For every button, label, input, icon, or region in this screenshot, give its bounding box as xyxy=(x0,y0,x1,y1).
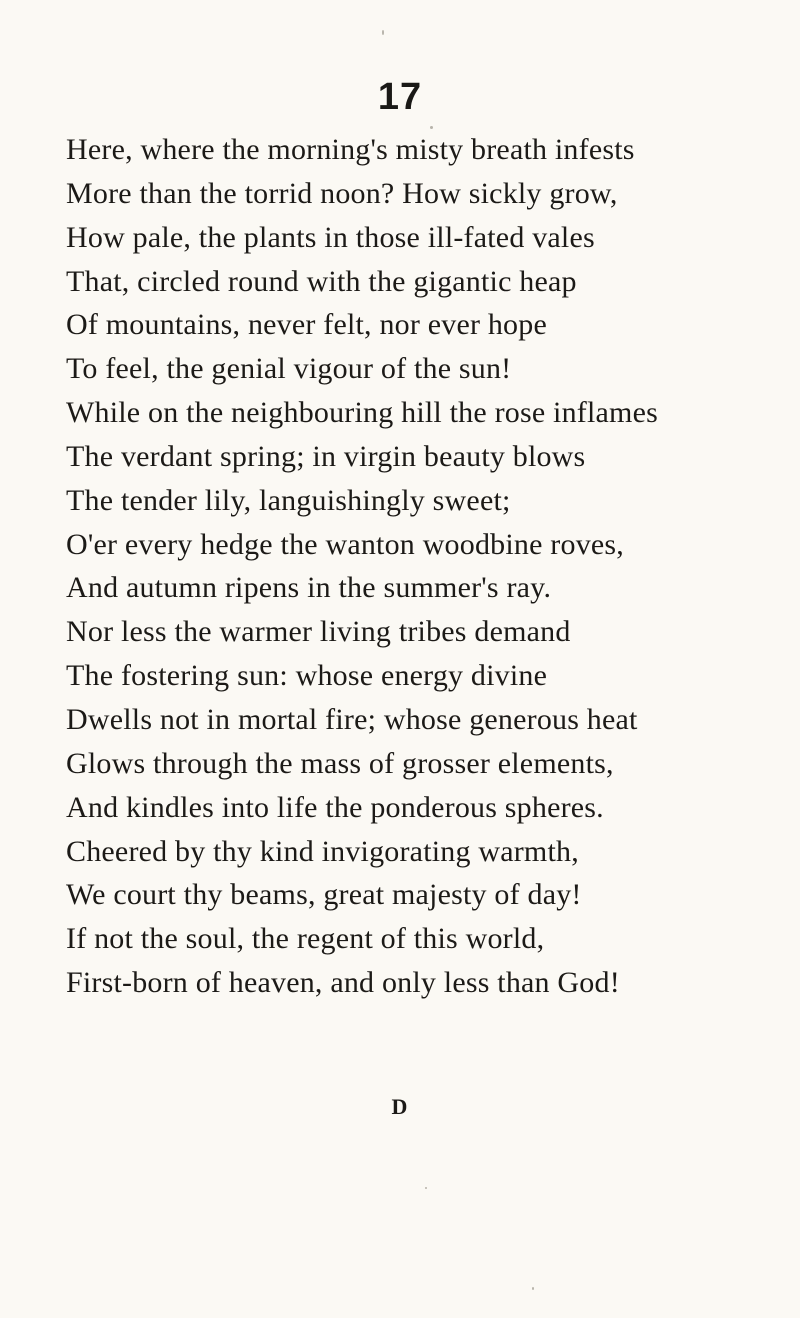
poem-line: O'er every hedge the wanton woodbine roves, xyxy=(66,527,624,561)
poem-line: The tender lily, languishingly sweet; xyxy=(66,483,511,517)
poem-line: The verdant spring; in virgin beauty blows xyxy=(66,439,586,473)
poem-line: The fostering sun: whose energy divine xyxy=(66,659,548,693)
poem-line: Glows through the mass of grosser elements, xyxy=(66,746,614,780)
poem-line: If not the soul, the regent of this world, xyxy=(66,922,545,956)
poem-line: How pale, the plants in those ill-fated vales xyxy=(66,220,595,254)
page-number: 17 xyxy=(377,76,423,118)
poem-line: And autumn ripens in the summer's ray. xyxy=(66,571,552,605)
poem-line: Dwells not in mortal fire; whose generous heat xyxy=(66,702,638,736)
poem-line: More than the torrid noon? How sickly grow, xyxy=(66,176,618,210)
poem-line: Here, where the morning's misty breath infests xyxy=(66,133,635,166)
poem-line: That, circled round with the gigantic heap xyxy=(66,264,577,298)
poem-line: First-born of heaven, and only less than God! xyxy=(66,966,620,1000)
poem-line: And kindles into life the ponderous spheres. xyxy=(66,790,604,824)
paper-speck xyxy=(425,1187,427,1189)
poem-line: We court thy beams, great majesty of day! xyxy=(66,878,582,912)
poem-line: Nor less the warmer living tribes demand xyxy=(66,615,571,649)
paper-speck xyxy=(382,30,384,35)
poem-line: Of mountains, never felt, nor ever hope xyxy=(66,308,547,342)
poem-text xyxy=(66,128,776,1005)
poem-line: Cheered by thy kind invigorating warmth, xyxy=(66,834,579,868)
poem-line: To feel, the genial vigour of the sun! xyxy=(66,352,512,386)
signature-mark: D xyxy=(391,1094,409,1119)
poem-line: While on the neighbouring hill the rose inflames xyxy=(66,396,658,430)
paper-speck xyxy=(430,126,433,129)
paper-speck xyxy=(532,1287,534,1290)
